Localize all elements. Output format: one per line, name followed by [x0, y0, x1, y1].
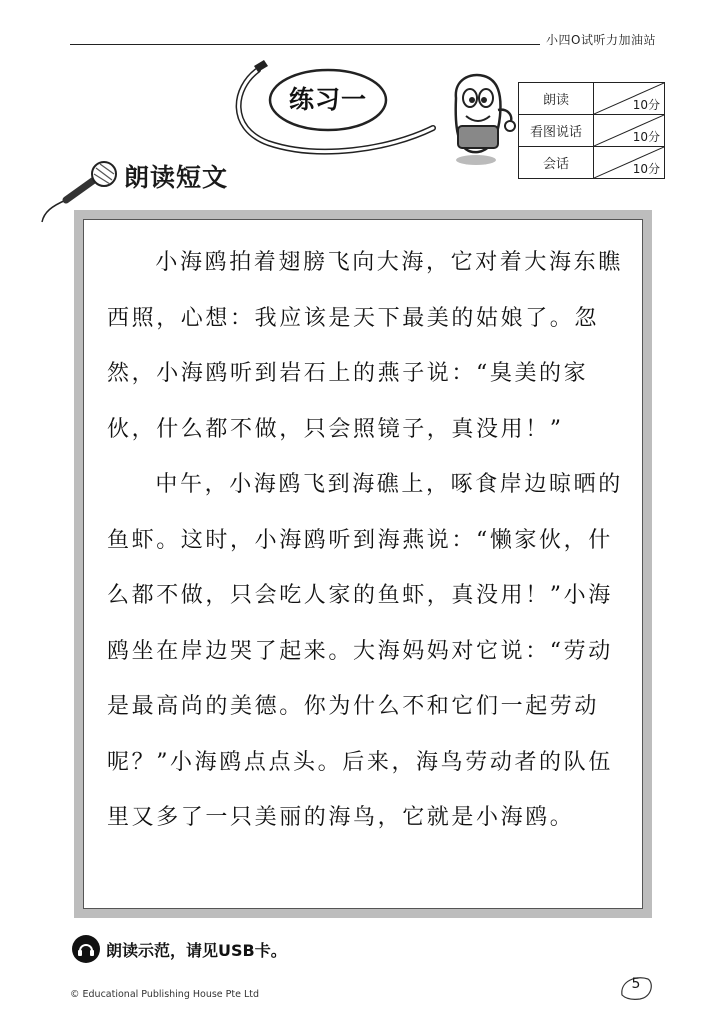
reading-passage [107, 235, 635, 846]
usb-note [72, 934, 287, 964]
score-mark: 10分 [632, 98, 660, 112]
score-mark-cell [594, 115, 665, 147]
score-row [519, 83, 665, 115]
score-item: 朗读 [519, 83, 594, 115]
series-title: 小四O试听力加油站 [546, 33, 656, 47]
score-mark: 10分 [632, 162, 660, 176]
passage-panel [83, 219, 643, 909]
score-row [519, 115, 665, 147]
passage-frame [74, 210, 652, 918]
header-rule [70, 44, 540, 45]
exercise-title: 练习一 [288, 85, 367, 114]
score-table [518, 82, 665, 179]
score-mark-cell [594, 83, 665, 115]
passage-paragraph: 中午，小海鸥飞到海礁上，啄食岸边晾晒的鱼虾。这时，小海鸥听到海燕说：“懒家伙，什么都不做，只会吃人家的鱼虾，真没用！”小海鸥坐在岸边哭了起来。大海妈妈对它说：“劳动是最高尚的美德。你为什么不和它们一起劳动呢？”小海鸥点点头。后来，海鸟劳动者的队伍里又多了一只美丽的海鸟，它就是小海鸥。 [107, 472, 623, 830]
score-item: 会话 [519, 147, 594, 179]
score-mark-cell [594, 147, 665, 179]
page-number: 5 [631, 976, 641, 992]
usb-note-text: 朗读示范，请见USB卡。 [106, 940, 287, 960]
passage-paragraph: 小海鸥拍着翅膀飞向大海，它对着大海东瞧西照，心想：我应该是天下最美的姑娘了。忽然，小海鸥听到岩石上的燕子说：“臭美的家伙，什么都不做，只会照镜子，真没用！” [107, 250, 623, 442]
score-row [519, 147, 665, 179]
score-item: 看图说话 [519, 115, 594, 147]
section-title: 朗读短文 [124, 163, 229, 192]
score-mark: 10分 [632, 130, 660, 144]
headphone-icon [72, 935, 100, 963]
copyright: © Educational Publishing House Pte Ltd [70, 989, 260, 1000]
page-number-badge [618, 973, 654, 1001]
